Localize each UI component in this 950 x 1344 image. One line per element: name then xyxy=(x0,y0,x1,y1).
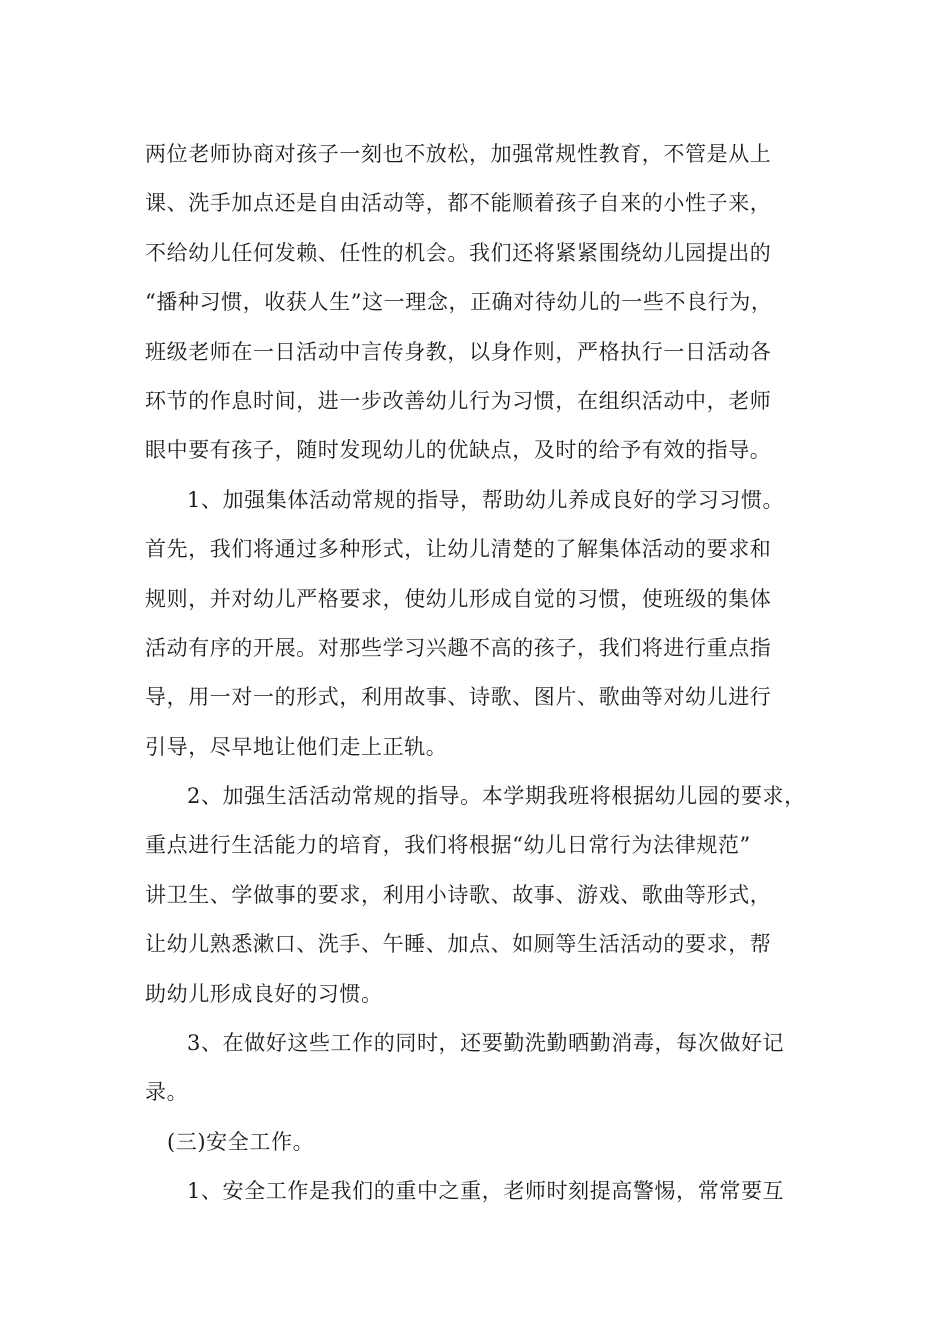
text-line: 环节的作息时间，进一步改善幼儿行为习惯，在组织活动中，老师 xyxy=(145,388,772,413)
text-line: 班级老师在一日活动中言传身教，以身作则，严格执行一日活动各 xyxy=(145,339,772,364)
text-line: 不给幼儿任何发赖、任性的机会。我们还将紧紧围绕幼儿园提出的 xyxy=(145,240,772,265)
text-line: 活动有序的开展。对那些学习兴趣不高的孩子，我们将进行重点指 xyxy=(145,635,772,660)
text-line: 课、洗手加点还是自由活动等，都不能顺着孩子自来的小性子来， xyxy=(145,191,772,216)
body-text xyxy=(145,130,810,1217)
paragraph-start-line: 1、加强集体活动常规的指导，帮助幼儿养成良好的学习习惯。 xyxy=(187,487,785,512)
text-line: 眼中要有孩子，随时发现幼儿的优缺点，及时的给予有效的指导。 xyxy=(145,438,772,463)
text-line: 首先，我们将通过多种形式，让幼儿清楚的了解集体活动的要求和 xyxy=(145,537,772,562)
text-line: 导，用一对一的形式，利用故事、诗歌、图片、歌曲等对幼儿进行 xyxy=(145,685,772,710)
text-line: 讲卫生、学做事的要求，利用小诗歌、故事、游戏、歌曲等形式， xyxy=(145,882,772,907)
text-line: 重点进行生活能力的培育，我们将根据“幼儿日常行为法律规范” xyxy=(145,833,751,858)
text-line: 助幼儿形成良好的习惯。 xyxy=(145,981,383,1006)
text-line: 规则，并对幼儿严格要求，使幼儿形成自觉的习惯，使班级的集体 xyxy=(145,586,772,611)
text-line: 录。 xyxy=(145,1080,189,1105)
section-heading: (三)安全工作。 xyxy=(167,1129,315,1154)
text-line: 两位老师协商对孩子一刻也不放松，加强常规性教育，不管是从上 xyxy=(145,142,772,166)
paragraph-start-line: 2、加强生活活动常规的指导。本学期我班将根据幼儿园的要求， xyxy=(187,784,806,809)
text-line: 让幼儿熟悉漱口、洗手、午睡、加点、如厕等生活活动的要求，帮 xyxy=(145,932,772,957)
paragraph-start-line: 1、安全工作是我们的重中之重，老师时刻提高警惕，常常要互 xyxy=(187,1179,785,1204)
text-line: “播种习惯，收获人生”这一理念，正确对待幼儿的一些不良行为， xyxy=(145,290,773,315)
text-line: 引导，尽早地让他们走上正轨。 xyxy=(145,734,448,759)
paragraph-start-line: 3、在做好这些工作的同时，还要勤洗勤晒勤消毒，每次做好记 xyxy=(187,1031,785,1056)
